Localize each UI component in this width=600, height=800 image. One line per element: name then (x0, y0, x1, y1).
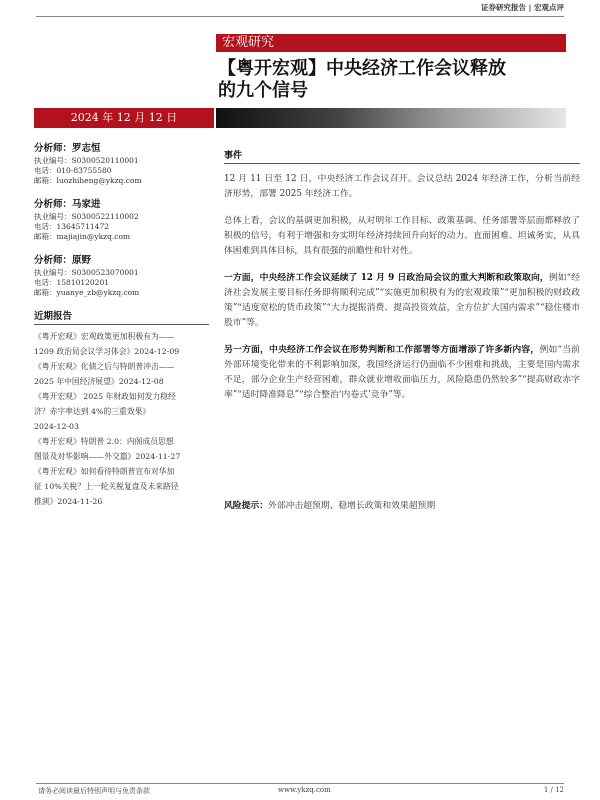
header-divider (36, 16, 564, 17)
recent-report-line[interactable]: 征 10%关税？上一轮关税复盘及未来路径 (34, 482, 179, 491)
analyst-name: 分析师：罗志恒 (34, 143, 101, 154)
event-divider (224, 163, 580, 164)
main-content (224, 148, 580, 415)
recent-report-line[interactable]: 1209 政治局会议学习体会》2024-12-09 (34, 347, 180, 356)
analyst-email[interactable]: 邮箱：luozhiheng@ykzq.com (34, 176, 142, 185)
report-title (218, 58, 578, 102)
recent-report-line[interactable]: 图景及对华影响——外交篇》2024-11-27 (34, 452, 181, 461)
analyst-license: 执业编号：S0300520110001 (34, 156, 139, 165)
analyst-phone: 电话：15810120201 (34, 278, 109, 287)
analyst-email[interactable]: 邮箱：majiajin@ykzq.com (34, 232, 131, 241)
event-heading: 事件 (224, 151, 243, 161)
analyst-email[interactable]: 邮箱：yuanye_zb@ykzq.com (34, 288, 140, 297)
page-number: 1 / 12 (543, 786, 564, 794)
analyst-name: 分析师：原野 (34, 255, 92, 266)
title-line-1: 【粤开宏观】中央经济工作会议释放 (218, 58, 506, 79)
recent-report-line[interactable]: 济？赤字率达到 4%的三重效果》 (34, 407, 151, 416)
recent-report-line[interactable]: 《粤开宏观》如何看待特朗普宣布对华加 (34, 467, 175, 476)
recent-reports-divider (34, 324, 209, 325)
recent-report-line[interactable]: 2025 年中国经济展望》2024-12-08 (34, 377, 164, 386)
report-type-header: 证券研究报告 | 宏观点评 (481, 3, 564, 12)
event-paragraph-2: 总体上看，会议的基调更加积极，从对明年工作目标、政策基调、任务部署等层面都释放了积极的信号，有利于增强和夯实明年经济持续回升向好的动力。直面困难、坦诚务实，从具体困难到具体目标，具有很强的前瞻性和针对性。 (224, 216, 580, 256)
recent-report-line[interactable]: 《粤开宏观》化债之后与特朗普冲击—— (34, 362, 175, 371)
recent-reports-title: 近期报告 (34, 311, 73, 322)
paragraph-3-lead: 一方面，中央经济工作会议延续了 12 月 9 日政治局会议的重大判断和政策取向， (224, 273, 549, 283)
analyst-phone: 电话：13645711472 (34, 222, 109, 231)
category-banner (216, 34, 566, 52)
event-paragraph-1: 12 月 11 日至 12 日，中央经济工作会议召开。会议总结 2024 年经济工作，分析当前经济形势，部署 2025 年经济工作。 (224, 174, 580, 199)
footer-website[interactable]: www.ykzq.com (278, 786, 331, 794)
title-line-2: 的九个信号 (218, 80, 308, 101)
analyst-card (34, 252, 209, 298)
analyst-card (34, 140, 209, 186)
sidebar (34, 140, 209, 509)
analyst-license: 执业编号：S0300522110002 (34, 212, 139, 221)
risk-warning (224, 499, 580, 514)
paragraph-4-body: 例如“当前外部环境变化带来的不利影响加深，我国经济运行仍面临不少困难和挑战，主要是国内需求不足，部分企业生产经营困难，群众就业增收面临压力，风险隐患仍然较多”“提高财政赤字率”“适时降准降息”“综合整治‘内卷式’竞争”等。 (224, 345, 580, 400)
event-paragraph-4 (224, 343, 580, 403)
risk-label: 风险提示： (224, 501, 268, 511)
footer-disclaimer[interactable]: 请务必阅读最后特别声明与免责条款 (38, 787, 150, 795)
report-date: 2024 年 12 月 12 日 (34, 108, 214, 128)
category-label: 宏观研究 (222, 35, 275, 50)
recent-report-line[interactable]: 推演》2024-11-26 (34, 497, 103, 506)
analyst-name: 分析师：马家进 (34, 199, 101, 210)
gradient-bar (216, 108, 566, 128)
analyst-card (34, 196, 209, 242)
footer-divider (36, 783, 564, 784)
paragraph-3-body: 例如“经济社会发展主要目标任务即将顺利完成”“实施更加积极有为的宏观政策”“更加积极的财政政策”“适度宽松的货币政策”“大力提振消费、提高投资效益，全方位扩大国内需求”“稳住楼市股市”等。 (224, 273, 580, 328)
analyst-license: 执业编号：S0300523070001 (34, 268, 139, 277)
risk-text: 外部冲击超预期、稳增长政策和效果超预期 (268, 501, 436, 511)
recent-report-line[interactable]: 2024-12-03 (34, 422, 79, 431)
recent-report-line[interactable]: 《粤开宏观》特朗普 2.0：内阁成员思想 (34, 437, 174, 446)
event-paragraph-3 (224, 271, 580, 331)
paragraph-4-lead: 另一方面，中央经济工作会议在形势判断和工作部署等方面增添了许多新内容， (224, 345, 540, 355)
page-footer (38, 786, 564, 796)
recent-report-line[interactable]: 《粤开宏观》 2025 年财政如何发力稳经 (34, 392, 176, 401)
recent-reports-list (34, 329, 209, 509)
analyst-phone: 电话：010-83755580 (34, 166, 112, 175)
recent-report-line[interactable]: 《粤开宏观》宏观政策更加积极有为—— (34, 332, 175, 341)
